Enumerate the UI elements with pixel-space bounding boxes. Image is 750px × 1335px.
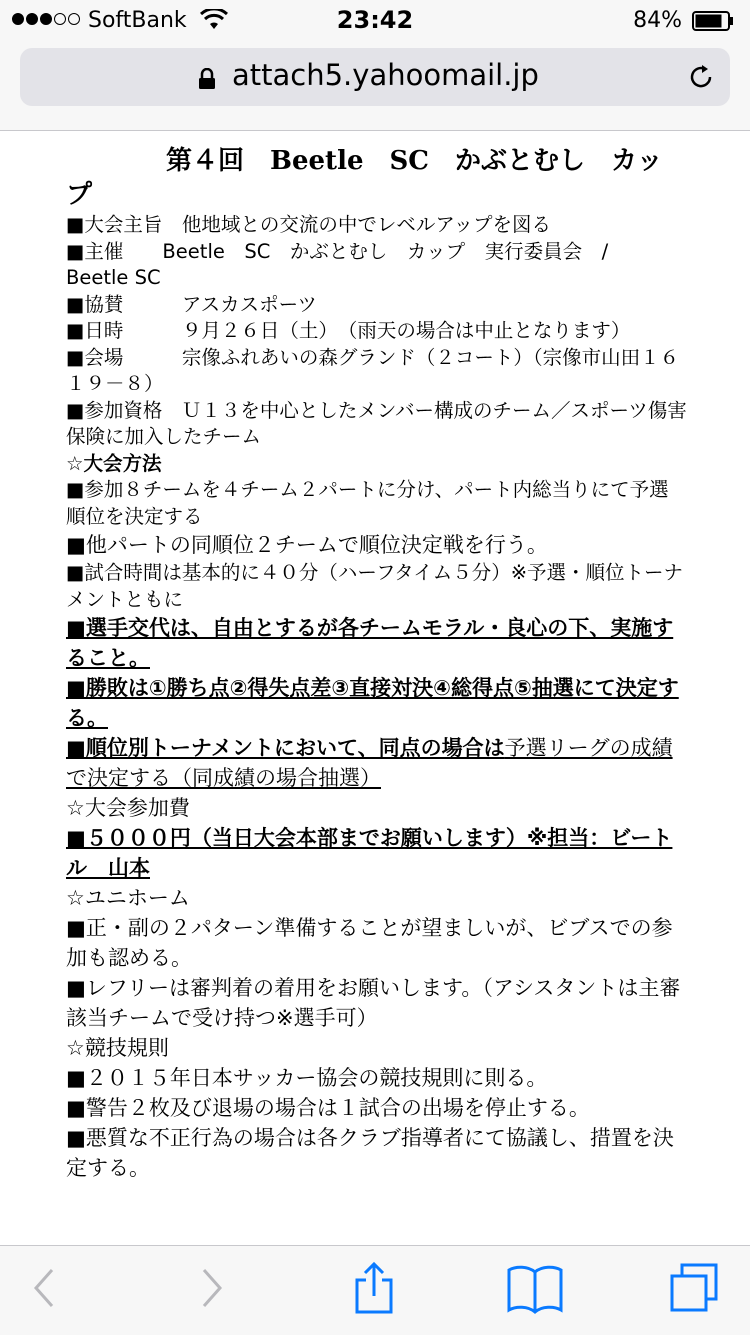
text-line: ■レフリーは審判着の着用をお願いします。（アシスタントは主審該当チームで受け持つ※選手可） <box>66 976 681 1030</box>
text-line: ■日時 ９月２６日（土） （雨天の場合は中止となります） <box>66 319 631 342</box>
browser-chrome <box>0 40 750 131</box>
text-line: ■警告２枚及び退場の場合は１試合の出場を停止する。 <box>66 1096 590 1120</box>
text-line: ■試合時間は基本的に４０分（ハーフタイム５分）※予選・順位トーナメントともに <box>66 561 684 611</box>
text-line: ■悪質な不正行為の場合は各クラブ指導者にて協議し、措置を決定する。 <box>66 1126 674 1180</box>
text-line: ■大会主旨 他地域との交流の中でレベルアップを図る <box>66 213 552 236</box>
text-span: 予選リーグの成績で決定する（同成績の場合抽選） <box>66 736 673 790</box>
document-content <box>66 130 688 1245</box>
text-line: ■参加資格 Ｕ１３を中心としたメンバー構成のチーム／スポーツ傷害保険に加入したチーム <box>66 398 687 448</box>
tabs-icon[interactable] <box>668 1262 720 1314</box>
address-bar[interactable] <box>20 48 730 106</box>
text-line-emphasis: ■勝敗は①勝ち点②得失点差③直接対決④総得点⑤抽選にて決定する。 <box>66 676 679 730</box>
url-text[interactable]: attach5.yahoomail.jp <box>232 58 539 92</box>
section-heading: ☆競技規則 <box>66 1036 169 1060</box>
lock-icon <box>198 68 216 90</box>
text-line: ■２０１５年日本サッカー協会の競技規則に則る。 <box>66 1066 548 1090</box>
text-line: ■参加８チームを４チーム２パートに分け、パート内総当りにて予選順位を決定する <box>66 478 669 528</box>
section-heading: ☆ユニホーム <box>66 886 190 910</box>
reload-icon[interactable] <box>686 62 716 92</box>
carrier-name: SoftBank <box>88 8 187 33</box>
section-heading: ☆大会方法 <box>66 451 162 475</box>
bookmarks-icon[interactable] <box>506 1264 564 1314</box>
text-line: ■主催 Beetle SC かぶとむし カップ 実行委員会 / Beetle SC <box>66 239 628 289</box>
forward-icon[interactable] <box>198 1264 226 1312</box>
text-line-emphasis: ■選手交代は、自由とするが各チームモラル・良心の下、実施すること。 <box>66 616 674 670</box>
text-line-emphasis: ■５０００円（当日大会本部までお願いします）※担当：ビートル 山本 <box>66 826 673 880</box>
battery-percent: 84% <box>633 8 682 33</box>
text-line-emphasis <box>66 733 688 793</box>
back-icon[interactable] <box>30 1264 58 1312</box>
browser-toolbar <box>0 1245 750 1335</box>
section-heading: ☆大会参加費 <box>66 796 190 820</box>
text-line: ■正・副の２パターン準備することが望ましいが、ビブスでの参加も認める。 <box>66 916 673 970</box>
text-span: ■順位別トーナメントにおいて、同点の場合は <box>66 736 505 760</box>
text-line: ■協賛 アスカスポーツ <box>66 292 317 316</box>
status-time: 23:42 <box>336 6 414 34</box>
text-line: ■他パートの同順位２チームで順位決定戦を行う。 <box>66 533 548 557</box>
status-bar <box>0 0 750 40</box>
battery-icon <box>692 11 734 31</box>
share-icon[interactable] <box>352 1260 396 1316</box>
text-line: ■会場 宗像ふれあいの森グランド（２コート）（宗像市山田１６１９－８） <box>66 345 680 395</box>
page-title: 第４回 Beetle SC かぶとむし カップ <box>66 146 663 210</box>
